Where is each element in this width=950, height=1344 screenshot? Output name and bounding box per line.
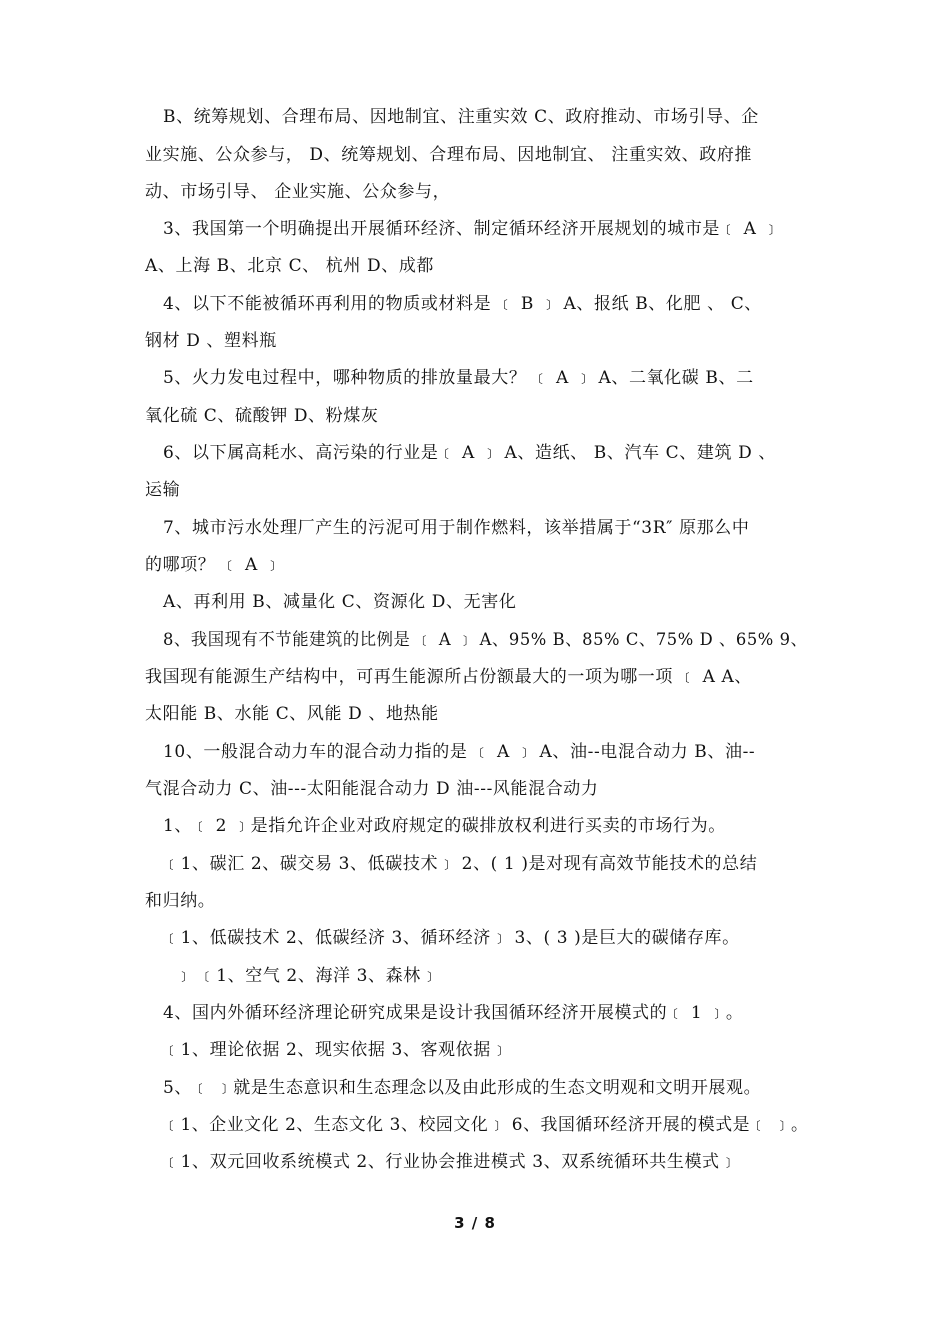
text-line: 4、国内外循环经济理论研究成果是设计我国循环经济开展模式的﹝ 1 ﹞。: [163, 1003, 744, 1023]
text-line: 和归纳。: [145, 891, 216, 911]
text-line: 氧化硫 C、硫酸钾 D、粉煤灰: [145, 406, 379, 426]
text-line: 5、火力发电过程中，哪种物质的排放量最大？ ﹝ A ﹞ A、二氧化碳 B、二: [163, 368, 754, 388]
text-line: 4、以下不能被循环再利用的物质或材料是 ﹝ B ﹞ A、报纸 B、化肥 、 C、: [163, 294, 762, 314]
text-line: A、上海 B、北京 C、 杭州 D、成都: [145, 256, 435, 276]
text-line: 钢材 D 、塑料瓶: [145, 331, 277, 351]
text-line: ﹝1、理论依据 2、现实依据 3、客观依据﹞: [163, 1040, 509, 1060]
text-line: 10、一般混合动力车的混合动力指的是 ﹝ A ﹞ A、油--电混合动力 B、油--: [163, 742, 756, 762]
text-line: ﹝1、低碳技术 2、低碳经济 3、循环经济﹞ 3、( 3 )是巨大的碳储存库。: [163, 928, 740, 948]
text-line: ﹝1、双元回收系统模式 2、行业协会推进模式 3、双系统循环共生模式﹞: [163, 1152, 738, 1172]
text-line: 气混合动力 C、油---太阳能混合动力 D 油---风能混合动力: [145, 779, 599, 799]
page-number: 3 / 8: [454, 1214, 496, 1232]
text-line: ﹝1、碳汇 2、碳交易 3、低碳技术﹞ 2、( 1 )是对现有高效节能技术的总结: [163, 854, 758, 874]
text-line: A、再利用 B、减量化 C、资源化 D、无害化: [163, 592, 517, 612]
text-line: 1、﹝ 2 ﹞是指允许企业对政府规定的碳排放权利进行买卖的市场行为。: [163, 816, 726, 836]
text-line: 我国现有能源生产结构中，可再生能源所占份额最大的一项为哪一项 ﹝ A A、: [145, 667, 752, 687]
text-line: 8、我国现有不节能建筑的比例是 ﹝ A ﹞ A、95% B、85% C、75% D 、65% 9、: [163, 630, 808, 650]
text-line: 5、﹝ ﹞就是生态意识和生态理念以及由此形成的生态文明观和文明开展观。: [163, 1078, 762, 1098]
text-line: 太阳能 B、水能 C、风能 D 、地热能: [145, 704, 439, 724]
text-line: ﹝1、企业文化 2、生态文化 3、校园文化﹞ 6、我国循环经济开展的模式是﹝ ﹞。: [163, 1115, 809, 1135]
text-line: 的哪项？ ﹝ A ﹞: [145, 555, 282, 575]
text-line: ﹞ ﹝1、空气 2、海洋 3、森林﹞: [175, 966, 439, 986]
text-line: B、统筹规划、合理布局、因地制宜、注重实效 C、政府推动、市场引导、企: [163, 107, 759, 127]
text-line: 动、市场引导、 企业实施、公众参与，: [145, 182, 451, 202]
text-line: 业实施、公众参与， D、统筹规划、合理布局、因地制宜、 注重实效、政府推: [145, 145, 753, 165]
text-line: 运输: [145, 480, 181, 500]
text-line: 7、城市污水处理厂产生的污泥可用于制作燃料，该举措属于“3R″ 原那么中: [163, 518, 750, 538]
text-line: 6、以下属高耗水、高污染的行业是﹝ A ﹞ A、造纸、 B、汽车 C、建筑 D 、: [163, 443, 776, 463]
text-line: 3、我国第一个明确提出开展循环经济、制定循环经济开展规划的城市是﹝ A ﹞: [163, 219, 781, 239]
